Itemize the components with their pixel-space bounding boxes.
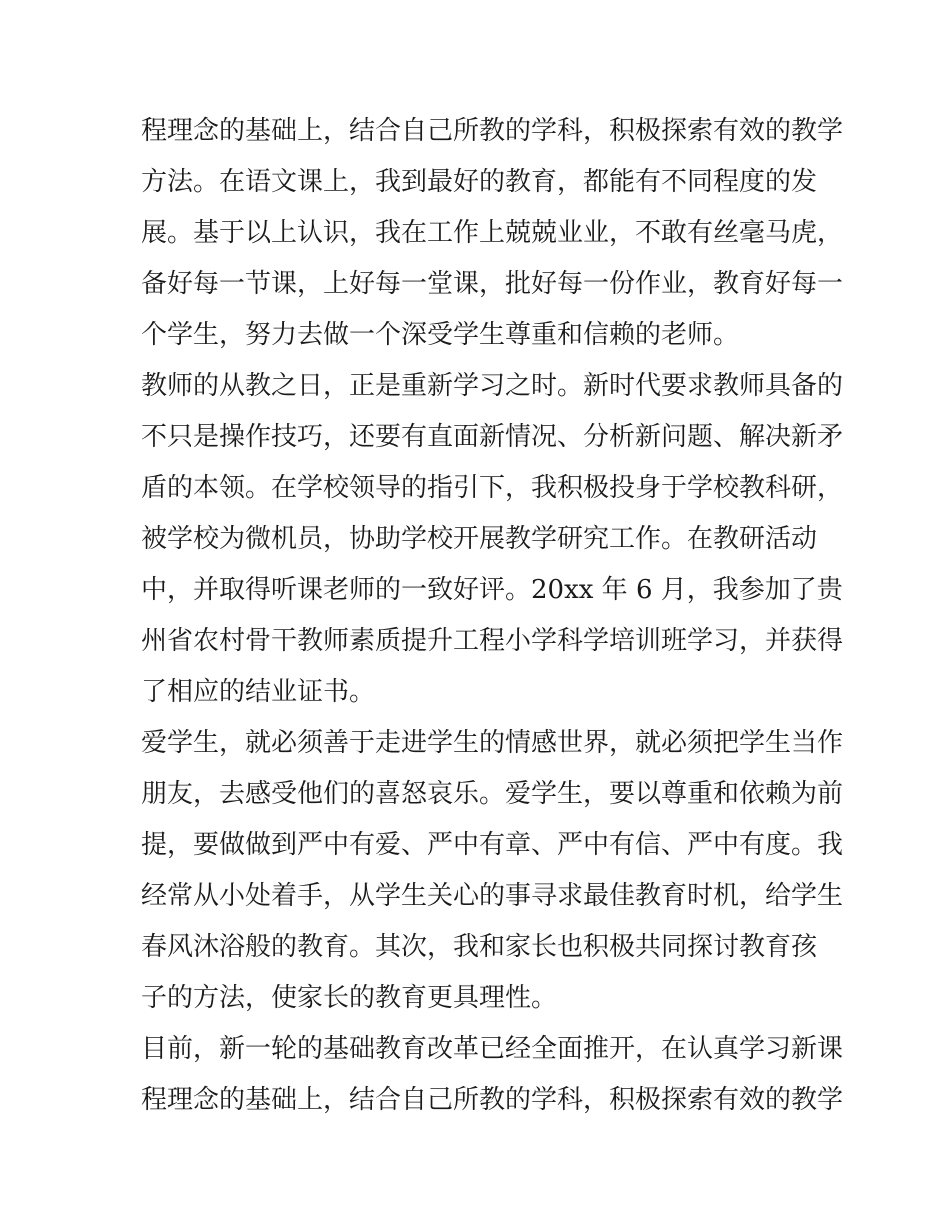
text-line: 程理念的基础上，结合自己所教的学科，积极探索有效的教学	[141, 116, 844, 146]
text-line: 程理念的基础上，结合自己所教的学科，积极探索有效的教学	[141, 1085, 844, 1115]
text-line: 教师的从教之日，正是重新学习之时。新时代要求教师具备的	[141, 371, 844, 401]
text-line: 经常从小处着手，从学生关心的事寻求最佳教育时机，给学生	[141, 881, 844, 911]
text-line: 展。基于以上认识，我在工作上兢兢业业，不敢有丝毫马虎，	[141, 218, 844, 248]
text-line: 被学校为微机员，协助学校开展教学研究工作。在教研活动	[141, 524, 818, 554]
text-line: 朋友，去感受他们的喜怒哀乐。爱学生，要以尊重和依赖为前	[141, 779, 844, 809]
text-line: 春风沐浴般的教育。其次，我和家长也积极共同探讨教育孩	[141, 932, 818, 962]
text-line: 方法。在语文课上，我到最好的教育，都能有不同程度的发	[141, 167, 818, 197]
text-line: 目前，新一轮的基础教育改革已经全面推开，在认真学习新课	[141, 1034, 844, 1064]
text-line: 个学生，努力去做一个深受学生尊重和信赖的老师。	[141, 320, 740, 350]
text-line: 了相应的结业证书。	[141, 677, 376, 707]
text-line: 不只是操作技巧，还要有直面新情况、分析新问题、解决新矛	[141, 422, 844, 452]
text-line: 爱学生，就必须善于走进学生的情感世界，就必须把学生当作	[141, 728, 844, 758]
text-line: 州省农村骨干教师素质提升工程小学科学培训班学习，并获得	[141, 626, 844, 656]
text-line: 备好每一节课，上好每一堂课，批好每一份作业，教育好每一	[141, 269, 844, 299]
text-line: 提，要做做到严中有爱、严中有章、严中有信、严中有度。我	[141, 830, 844, 860]
text-line: 盾的本领。在学校领导的指引下，我积极投身于学校教科研，	[141, 473, 844, 503]
document-body	[141, 106, 844, 1126]
text-line: 中，并取得听课老师的一致好评。20xx 年 6 月，我参加了贵	[141, 575, 843, 605]
text-line: 子的方法，使家长的教育更具理性。	[141, 983, 558, 1013]
